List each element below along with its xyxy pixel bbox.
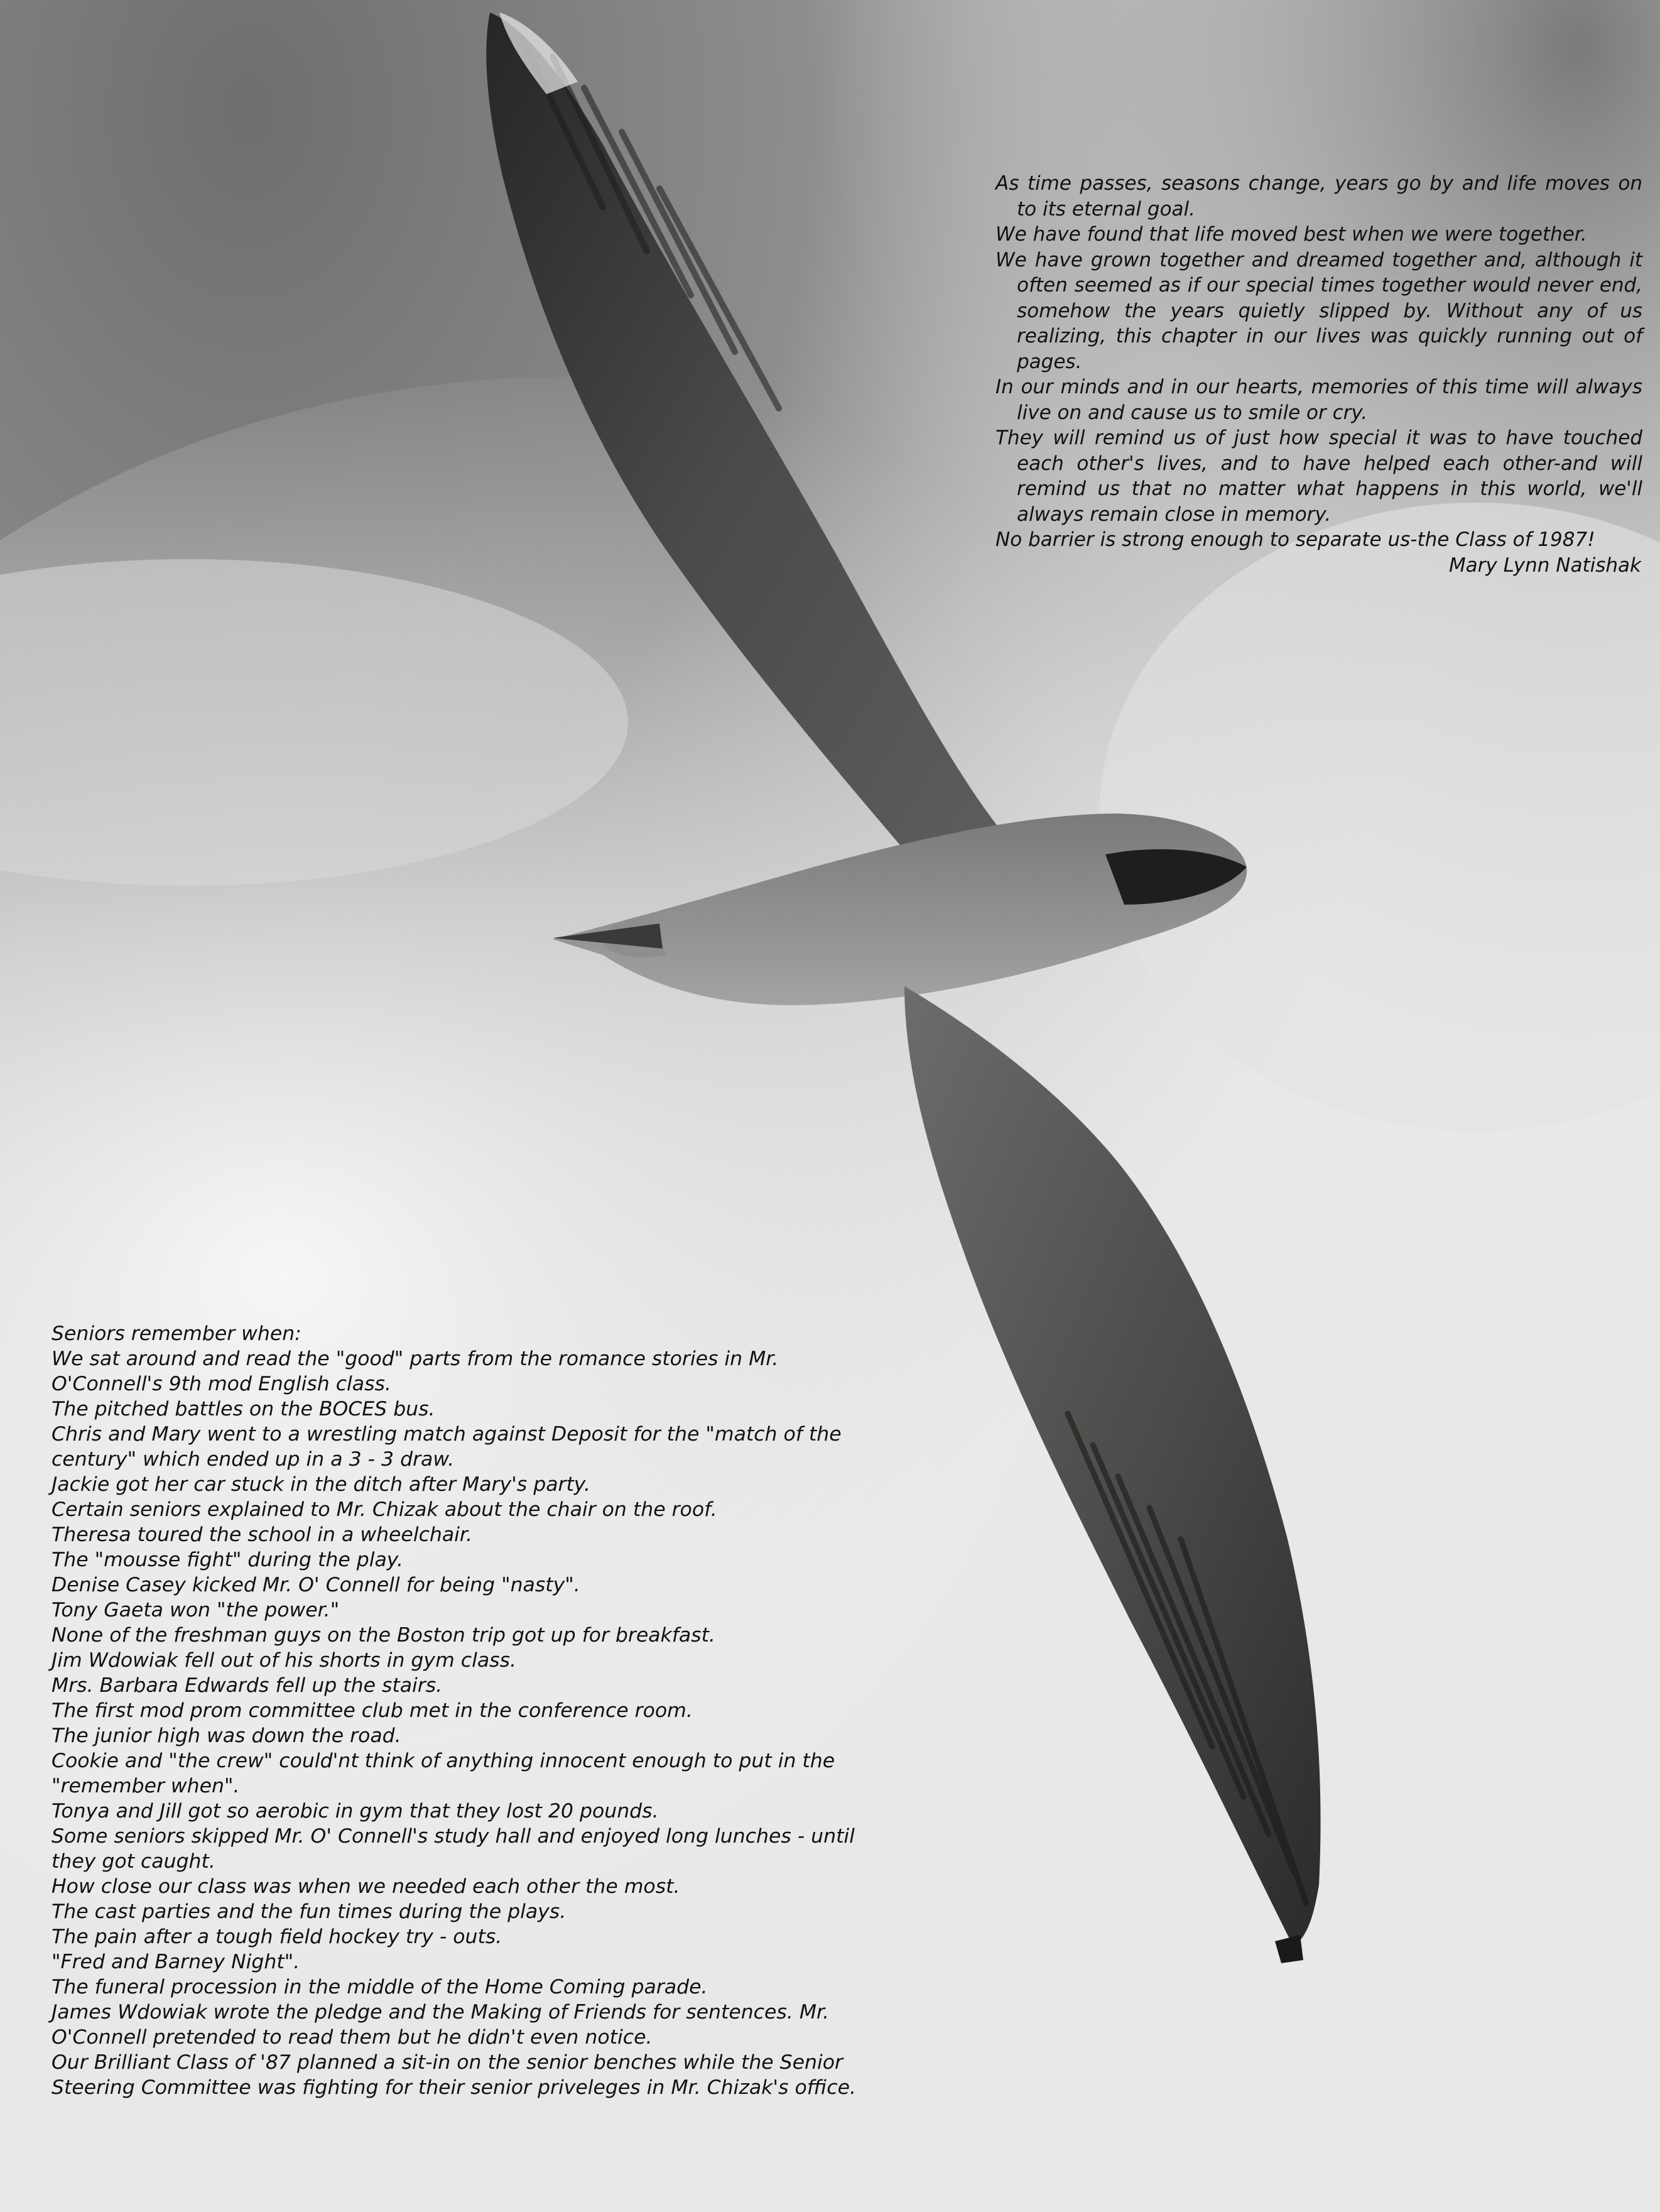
poem-author: Mary Lynn Natishak [1448,553,1641,577]
poem-stanza: As time passes, seasons change, years go by and life moves on to its eternal goal. [995,172,1642,221]
memory-item: Theresa toured the school in a wheelchair. [52,1523,472,1546]
memory-item: The funeral procession in the middle of the Home Coming parade. [52,1976,708,1998]
memory-item: "Fred and Barney Night". [52,1951,300,1973]
poem-stanza: No barrier is strong enough to separate us-the Class of 1987! [995,528,1595,551]
memory-item: Jim Wdowiak fell out of his shorts in gym class. [52,1649,516,1672]
poem-stanza: We have grown together and dreamed together and, although it often seemed as if our special times together would never end, somehow the years quietly slipped by. Without any of us realizing, this chapter in our lives was quickly running out of pages. [995,248,1642,373]
poem-stanza: They will remind us of just how special it was to have touched each other's lives, and to have helped each other-and will remind us that no matter what happens in this world, we'll always remain close in memory. [995,427,1642,526]
poem-stanza: In our minds and in our hearts, memories of this time will always live on and cause us to smile or cry. [995,376,1642,424]
memory-item: The first mod prom committee club met in the conference room. [52,1699,693,1722]
memory-item: Jackie got her car stuck in the ditch after Mary's party. [52,1473,591,1496]
memory-item: We sat around and read the "good" parts from the romance stories in Mr. O'Connell's 9th mod English class. [52,1348,779,1395]
memory-item: Cookie and "the crew" could'nt think of anything innocent enough to put in the "remember when". [52,1750,835,1797]
memory-item: The pitched battles on the BOCES bus. [52,1398,435,1420]
poem-stanza: We have found that life moved best when we were together. [995,223,1587,246]
memory-item: Tony Gaeta won "the power." [52,1599,340,1621]
memory-item: How close our class was when we needed each other the most. [52,1875,680,1898]
memory-item: Chris and Mary went to a wrestling match against Deposit for the "match of the century" which ended up in a 3 - 3 draw. [52,1423,842,1471]
memories-block [52,1321,868,2100]
memory-item: Denise Casey kicked Mr. O' Connell for being "nasty". [52,1574,580,1596]
memory-item: The "mousse fight" during the play. [52,1549,403,1571]
memory-item: None of the freshman guys on the Boston trip got up for breakfast. [52,1624,715,1647]
memory-item: Our Brilliant Class of '87 planned a sit-in on the senior benches while the Senior Steering Committee was fighting for their senior priveleges in Mr. Chizak's office. [52,2051,856,2099]
memory-item: Mrs. Barbara Edwards fell up the stairs. [52,1674,443,1697]
memory-item: The junior high was down the road. [52,1724,401,1747]
memory-item: James Wdowiak wrote the pledge and the Making of Friends for sentences. Mr. O'Connell pretended to read them but he didn't even notice. [52,2001,830,2049]
memory-item: Tonya and Jill got so aerobic in gym that they lost 20 pounds. [52,1800,659,1822]
memory-item: Some seniors skipped Mr. O' Connell's study hall and enjoyed long lunches - until they got caught. [52,1825,855,1873]
memory-item: The cast parties and the fun times during the plays. [52,1900,567,1923]
memory-item: The pain after a tough field hockey try - outs. [52,1926,502,1948]
memory-item: Certain seniors explained to Mr. Chizak about the chair on the roof. [52,1498,717,1521]
poem-block [995,171,1642,597]
memories-heading: Seniors remember when: [52,1322,301,1345]
